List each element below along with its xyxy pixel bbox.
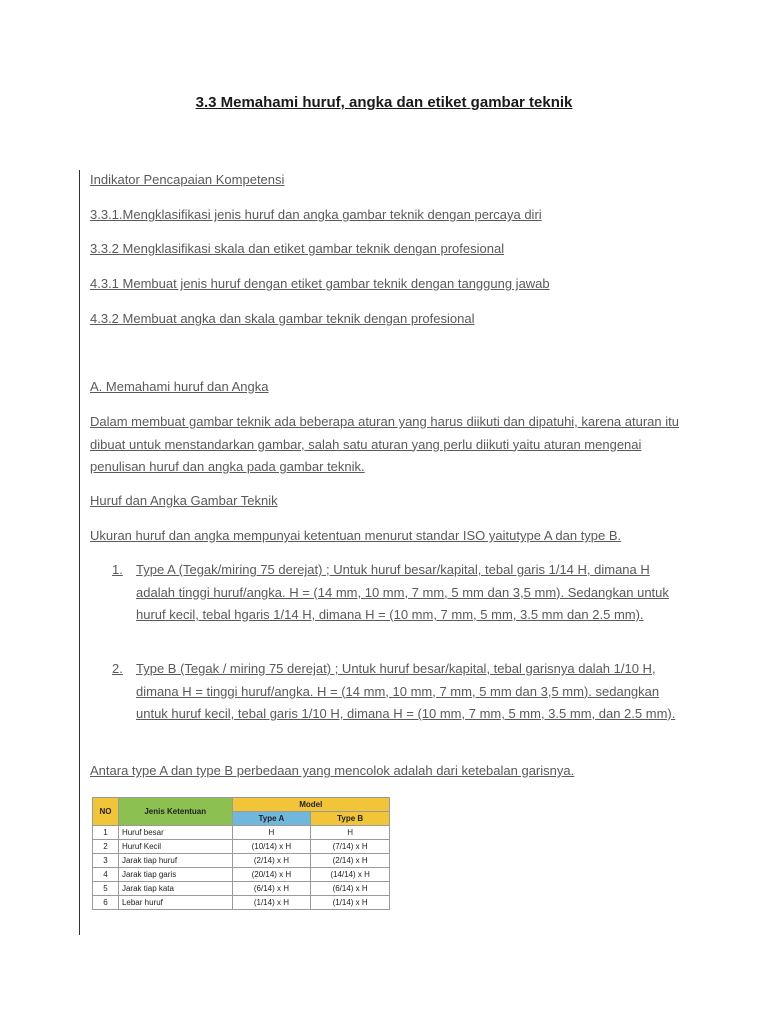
cell-type-a: H bbox=[232, 826, 311, 840]
cell-jenis: Jarak tiap garis bbox=[118, 868, 232, 882]
list-text: Type B (Tegak / miring 75 derejat) ; Untuk huruf besar/kapital, tebal garisnya dalah 1/10 H, dimana H = tinggi huruf/angka. H = (14 mm, 10 mm, 7 mm, 5 mm dan 3,5 mm). sedangkan untuk huruf kecil, tebal garis 1/10 H, dimana H = (10 mm, 7 mm, 5 mm, 3.5 mm, dan 2.5 mm). bbox=[136, 661, 676, 721]
table-row bbox=[93, 826, 390, 840]
page-title: 3.3 Memahami huruf, angka dan etiket gambar teknik bbox=[195, 94, 573, 111]
cell-type-b: (7/14) x H bbox=[311, 840, 390, 854]
header-jenis: Jenis Ketentuan bbox=[118, 798, 232, 826]
table-row bbox=[93, 896, 390, 910]
indicator-item: 3.3.2 Mengklasifikasi skala dan etiket gambar teknik dengan profesional bbox=[90, 241, 505, 256]
table-row bbox=[93, 854, 390, 868]
list-number: 1. bbox=[112, 562, 123, 577]
cell-no: 2 bbox=[93, 840, 119, 854]
cell-type-b: (6/14) x H bbox=[311, 882, 390, 896]
subheading: Huruf dan Angka Gambar Teknik bbox=[90, 493, 278, 508]
cell-jenis: Jarak tiap huruf bbox=[118, 854, 232, 868]
cell-type-a: (10/14) x H bbox=[232, 840, 311, 854]
table-row bbox=[93, 868, 390, 882]
cell-type-a: (20/14) x H bbox=[232, 868, 311, 882]
cell-no: 1 bbox=[93, 826, 119, 840]
cell-type-b: (1/14) x H bbox=[311, 896, 390, 910]
cell-type-a: (2/14) x H bbox=[232, 854, 311, 868]
header-model: Model bbox=[232, 798, 389, 812]
cell-type-a: (6/14) x H bbox=[232, 882, 311, 896]
iso-paragraph: Ukuran huruf dan angka mempunyai ketentuan menurut standar ISO yaitutype A dan type B. bbox=[90, 528, 622, 543]
letter-spec-table bbox=[92, 797, 390, 910]
header-type-b: Type B bbox=[311, 812, 390, 826]
margin-rule bbox=[79, 170, 80, 935]
list-text: Type A (Tegak/miring 75 derejat) ; Untuk huruf besar/kapital, tebal garis 1/14 H, dimana H adalah tinggi huruf/angka. H = (14 mm, 10 mm, 7 mm, 5 mm dan 3,5 mm). Sedangkan untuk huruf kecil, tebal hgaris 1/14 H, dimana H = (10 mm, 7 mm, 5 mm, 3.5 mm dan 2.5 mm). bbox=[136, 562, 669, 622]
cell-jenis: Huruf Kecil bbox=[118, 840, 232, 854]
indicator-item: 4.3.1 Membuat jenis huruf dengan etiket gambar teknik dengan tanggung jawab bbox=[90, 276, 550, 291]
cell-no: 6 bbox=[93, 896, 119, 910]
list-number: 2. bbox=[112, 661, 123, 676]
difference-paragraph: Antara type A dan type B perbedaan yang mencolok adalah dari ketebalan garisnya. bbox=[90, 763, 575, 778]
header-no: NO bbox=[93, 798, 119, 826]
cell-type-b: (2/14) x H bbox=[311, 854, 390, 868]
cell-jenis: Jarak tiap kata bbox=[118, 882, 232, 896]
cell-type-b: (14/14) x H bbox=[311, 868, 390, 882]
section-heading: A. Memahami huruf dan Angka bbox=[90, 379, 269, 394]
cell-no: 5 bbox=[93, 882, 119, 896]
table-row bbox=[93, 882, 390, 896]
indicator-item: 4.3.2 Membuat angka dan skala gambar teknik dengan profesional bbox=[90, 311, 475, 326]
cell-jenis: Huruf besar bbox=[118, 826, 232, 840]
cell-no: 3 bbox=[93, 854, 119, 868]
table-row bbox=[93, 840, 390, 854]
cell-type-b: H bbox=[311, 826, 390, 840]
intro-paragraph: Dalam membuat gambar teknik ada beberapa aturan yang harus diikuti dan dipatuhi, karena aturan itu dibuat untuk menstandarkan gambar, salah satu aturan yang perlu diikuti yaitu aturan mengenai penulisan huruf dan angka pada gambar teknik. bbox=[90, 414, 679, 474]
cell-no: 4 bbox=[93, 868, 119, 882]
cell-type-a: (1/14) x H bbox=[232, 896, 311, 910]
cell-jenis: Lebar huruf bbox=[118, 896, 232, 910]
indicator-heading: Indikator Pencapaian Kompetensi bbox=[90, 172, 285, 187]
header-type-a: Type A bbox=[232, 812, 311, 826]
indicator-item: 3.3.1.Mengklasifikasi jenis huruf dan angka gambar teknik dengan percaya diri bbox=[90, 207, 542, 222]
